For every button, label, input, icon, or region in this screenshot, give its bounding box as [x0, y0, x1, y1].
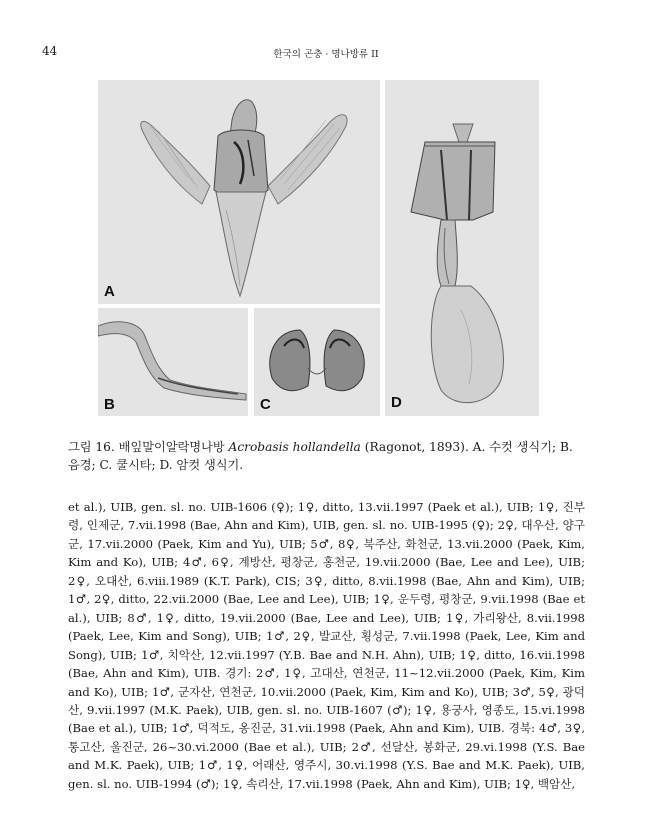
caption-prefix: 그림 16. 배잎말이알락명나방: [68, 440, 229, 454]
male-genitalia-drawing: [98, 80, 380, 304]
plate-label-c: C: [260, 396, 271, 413]
figure-plate-c: [254, 308, 380, 416]
figure-plate-d: [385, 80, 539, 416]
caption-species-name: Acrobasis hollandella: [228, 440, 361, 454]
plate-label-a: A: [104, 283, 115, 300]
aedeagus-drawing: [98, 308, 248, 416]
running-header: 한국의 곤충 · 명나방류 II: [273, 49, 379, 60]
page-number: 44: [42, 44, 58, 58]
caption-suffix: (Ragonot, 1893). A. 수컷 생식기; B. 음경; C. 쿨시타; D. 암컷 생식기.: [68, 440, 573, 472]
figure-plate-a: [98, 80, 380, 304]
body-paragraph: et al.), UIB, gen. sl. no. UIB-1606 (♀); 1♀, ditto, 13.vii.1997 (Paek et al.), UIB; 1♀, 진부령, 인제군, 7.vii.1998 (Bae, Ahn and Kim), UIB, gen. sl. no. UIB-1995 (♀); 2♀, 대우산, 양구군, 17.vii.2000 (Paek, Kim and Yu), UIB; 5♂, 8♀, 북주산, 화천군, 13.vii.2000 (Paek, Kim, Kim and Ko), UIB; 4♂, 6♀, 계방산, 평창군, 홍천군, 19.vii.2000 (Bae, Lee and Lee), UIB; 2♀, 오대산, 6.viii.1989 (K.T. Park), CIS; 3♀, ditto, 8.vii.1998 (Bae, Ahn and Kim), UIB; 1♂, 2♀, ditto, 22.vii.2000 (Bae, Lee and Lee), UIB; 1♀, 운두령, 평창군, 9.vii.1998 (Bae et al.), UIB; 8♂, 1♀, ditto, 19.vii.2000 (Bae, Lee and Lee), UIB; 1♀, 가리왕산, 8.vii.1998 (Paek, Lee, Kim and Song), UIB; 1♂, 2♀, 발교산, 횡성군, 7.vii.1998 (Paek, Lee, Kim and Song), UIB; 1♂, 치악산, 12.vii.1997 (Y.B. Bae and N.H. Ahn), UIB; 1♀, ditto, 16.vii.1998 (Bae, Ahn and Kim), UIB. 경기: 2♂, 1♀, 고대산, 연천군, 11~12.vii.2000 (Paek, Kim, Kim and Ko), UIB; 1♂, 군자산, 연천군, 10.vii.2000 (Paek, Kim, Kim and Ko), UIB; 3♂, 5♀, 광덕산, 9.vii.1997 (M.K. Paek), UIB, gen. sl. no. UIB-1607 (♂); 1♀, 용궁사, 영종도, 15.vi.1998 (Bae et al.), UIB; 1♂, 덕적도, 옹진군, 31.vii.1998 (Paek, Ahn and Kim), UIB. 경북: 4♂, 3♀, 통고산, 울진군, 26~30.vi.2000 (Bae et al.), UIB; 2♂, 선달산, 봉화군, 29.vi.1998 (Y.S. Bae and M.K. Paek), UIB; 1♂, 1♀, 어래산, 영주시, 30.vi.1998 (Y.S. Bae and M.K. Paek), UIB, gen. sl. no. UIB-1994 (♂); 1♀, 속리산, 17.vii.1998 (Paek, Ahn and Kim), UIB; 1♀, 백암산,: [68, 500, 585, 791]
female-genitalia-drawing: [385, 80, 539, 416]
figure-caption: [68, 438, 588, 474]
culcita-drawing: [254, 308, 380, 416]
plate-label-d: D: [391, 394, 402, 411]
plate-label-b: B: [104, 396, 115, 413]
figure-plate-b: [98, 308, 248, 416]
specimen-records: [68, 498, 585, 793]
